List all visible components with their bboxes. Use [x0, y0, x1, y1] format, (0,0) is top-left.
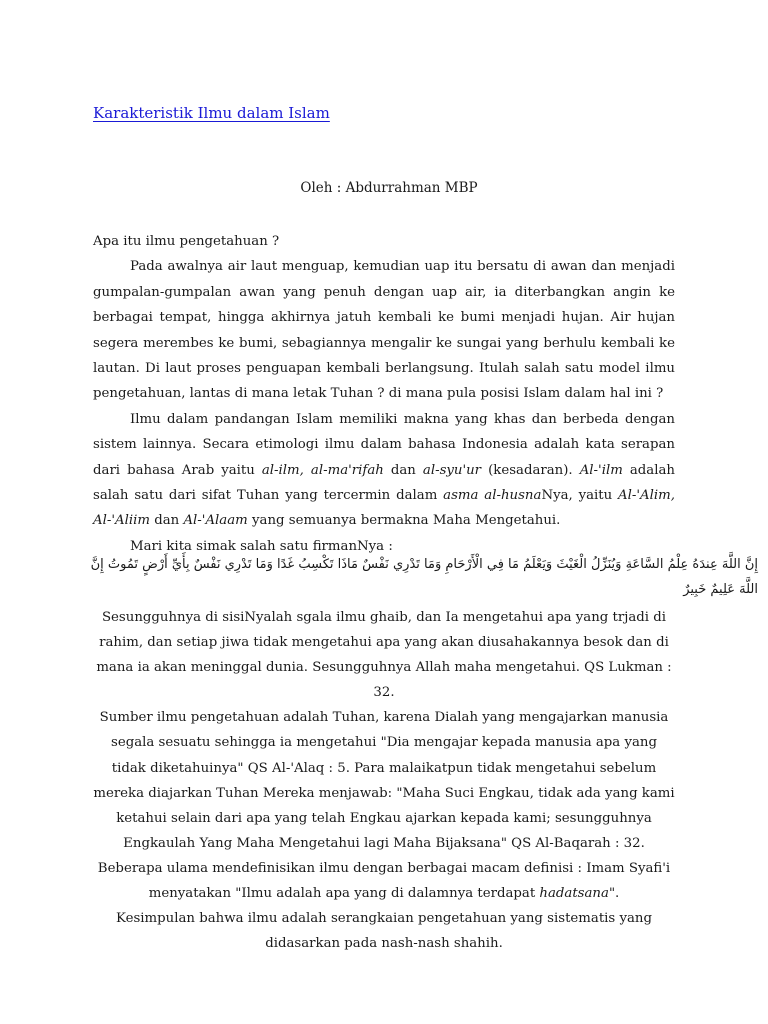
paragraph-etymology: Ilmu dalam pandangan Islam memiliki makna yang khas dan berbeda dengan sistem lainnya. Secara etimologi ilmu dalam bahasa Indonesia adalah kata serapan dari bahasa Arab yaitu al-ilm, al-ma'rifah dan al-syu'ur (kesadaran). Al-'ilm adalah salah satu dari sifat Tuhan yang tercermin dalam asma al-husnaNya, yaitu Al-'Alim, Al-'Aliim dan Al-'Alaam yang semuanya bermakna Maha Mengetahui. — [93, 411, 675, 529]
arabic-verse: إِنَّ اللَّهَ عِندَهُ عِلْمُ السَّاعَةِ وَيُنَزِّلُ الْغَيْثَ وَيَعْلَمُ مَا فِي الْأَرْحَامِ وَمَا تَدْرِي نَفْسٌ مَاذَا تَكْسِبُ غَدًا وَمَا تَدْرِي نَفْسٌ بِأَيِّ أَرْضٍ تَمُوتُ إِنَّ اللَّهَ عَلِيمٌ خَبِيرٌ — [90, 557, 758, 597]
centered-section — [93, 605, 675, 956]
verse-translation: Sesungguhnya di sisiNyalah sgala ilmu ghaib, dan Ia mengetahui apa yang trjadi di rahim, dan setiap jiwa tidak mengetahui apa yang akan diusahakannya besok dan di mana ia akan meninggal dunia. Sesungguhnya Allah maha mengetahui. QS Lukman : 32. — [96, 610, 672, 701]
verse-intro: Mari kita simak salah satu firmanNya : — [130, 538, 393, 554]
question-line: Apa itu ilmu pengetahuan ? — [93, 234, 280, 249]
paragraph-definitions: Beberapa ulama mendefinisikan ilmu dengan berbagai macam definisi : Imam Syafi'i menyatakan "Ilmu adalah apa yang di dalamnya terdapat hadatsana". — [97, 860, 671, 902]
document-title[interactable]: Karakteristik Ilmu dalam Islam — [93, 104, 330, 122]
document-body — [93, 229, 675, 559]
paragraph-source-of-knowledge: Sumber ilmu pengetahuan adalah Tuhan, karena Dialah yang mengajarkan manusia segala sesuatu sehingga ia mengetahui "Dia mengajar kepada manusia apa yang tidak diketahuinya" QS Al-'Alaq : 5. Para malaikatpun tidak mengetahui sebelum mereka diajarkan Tuhan Mereka menjawab: "Maha Suci Engkau, tidak ada yang kami ketahui selain dari apa yang telah Engkau ajarkan kepada kami; sesungguhnya Engkaulah Yang Maha Mengetahui lagi Maha Bijaksana" QS Al-Baqarah : 32. — [93, 710, 675, 851]
author-line: Oleh : Abdurrahman MBP — [300, 180, 478, 196]
paragraph-conclusion: Kesimpulan bahwa ilmu adalah serangkaian pengetahuan yang sistematis yang didasarkan pada nash-nash shahih. — [116, 911, 652, 952]
paragraph-water-cycle: Pada awalnya air laut menguap, kemudian uap itu bersatu di awan dan menjadi gumpalan-gumpalan awan yang penuh dengan uap air, ia diterbangkan angin ke berbagai tempat, hingga akhirnya jatuh kembali ke bumi menjadi hujan. Air hujan segera merembes ke bumi, sebagiannya mengalir ke sungai yang berhulu kembali ke lautan. Di laut proses penguapan kembali berlangsung. Itulah salah satu model ilmu pengetahuan, lantas di mana letak Tuhan ? di mana pula posisi Islam dalam hal ini ? — [93, 259, 675, 402]
